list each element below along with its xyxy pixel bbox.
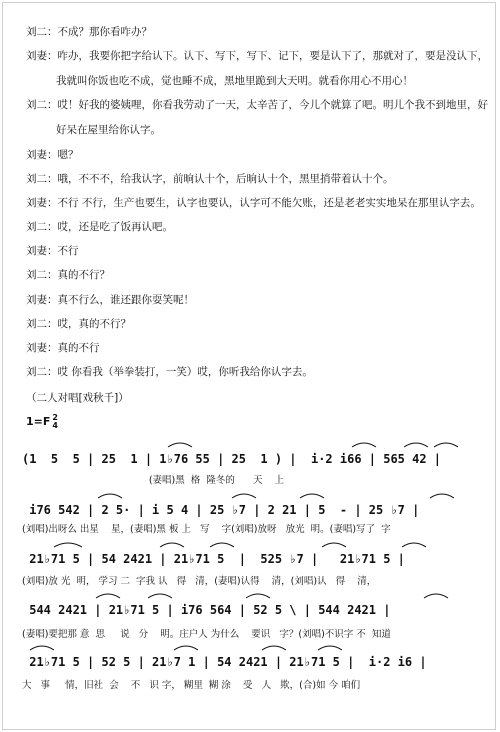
speaker-label: 刘二： [26, 366, 58, 378]
slur-arc [430, 494, 454, 498]
slur-arc [148, 594, 172, 598]
slur-arc [318, 646, 342, 650]
lyric-line: (刘唱)放 光 明， 学习 二 字我 认 得 清，(妻唱)认得 清，(刘唱)认 得 清， [22, 576, 377, 587]
slur-arc [322, 543, 346, 547]
lyric-line: (妻唱)黑 格 隆冬的 天 上 [22, 475, 285, 486]
lyric-line: (妻唱)要把那 意 思 说 分 明。庄户人 为什么 要识 字？(刘唱)不识字 不 知道 [22, 629, 391, 640]
speaker-label: 刘二： [26, 221, 58, 233]
dialogue-text: 哎 你看我（举拳装打，一笑）哎，你听我给你认字去。 [57, 366, 313, 378]
slur-arc [424, 594, 448, 598]
speaker-label: 刘二： [26, 318, 58, 330]
speaker-label: 刘妻： [26, 50, 58, 62]
notation-line: i76 542 | 2 5· | i 5 4 | 25 ♭7 | 2 21 | 5 - | 25 ♭7 | [22, 503, 420, 517]
speaker-label: 刘二： [26, 269, 58, 281]
time-numerator: 2 [52, 413, 58, 422]
speaker-label: 刘二： [26, 173, 58, 185]
dialogue-text: 不行 [57, 245, 79, 257]
slur-arc [174, 646, 198, 650]
slur-arc [30, 646, 54, 650]
slur-arc [96, 594, 120, 598]
dialogue-text: 哎！好我的婆姨哩，你看我劳动了一天，太辛苦了，今儿个就算了吧。明儿个我不到地里，好 [57, 99, 488, 111]
notation-line: 21♭71 5 | 52 5 | 21♭7 1 | 54 2421 | 21♭71 5 | i·2 i6 | [22, 655, 427, 669]
dialogue-text: 不行 不行，生产也要生，认字也要认，认字可不能欠账，还是老老实实地呆在那里认字去。 [57, 197, 481, 209]
dialogue-text: 哎，真的不行？ [57, 318, 131, 330]
slur-arc [168, 443, 192, 447]
dialogue-text: 哎，还是吃了饭再认吧。 [57, 221, 173, 233]
speaker-label: 刘妻： [26, 197, 58, 209]
speaker-label: 刘妻： [26, 294, 58, 306]
slur-arc [262, 646, 286, 650]
dialogue-text: 真的不行 [57, 342, 100, 354]
slur-arc [98, 494, 122, 498]
notation-line: 21♭71 5 | 54 2421 | 21♭71 5 | 525 ♭7 | 21♭71 5 | [22, 552, 405, 566]
key-prefix: 1=F [26, 415, 51, 428]
slur-arc [434, 443, 458, 447]
slur-arc [404, 443, 428, 447]
speaker-label: 刘二： [26, 26, 58, 38]
lyric-line: 大 事 情，旧社 会 不 识 字， 糊里 糊 涂 受 人 欺，(合)如 今 咱们 [22, 680, 361, 691]
speaker-label: 刘妻： [26, 149, 58, 161]
dialogue-text: 咋办，我要你把字给认下。认下、写下，写下、记下，要是认下了，那就对了，要是没认下， [57, 50, 488, 62]
dialogue-text: 真的不行？ [57, 269, 110, 281]
notation-line: (1 5 5 | 25 1 | 1♭76 55 | 25 1 ) | i·2 i66 | 565 42 | [22, 452, 442, 466]
slur-arc [210, 543, 234, 547]
lyric-line: (刘唱)出呀么 出星 星，(妻唱)黑 板 上 写 字(刘唱)放呀 放光 明。(妻唱)写了 字 [22, 524, 391, 535]
speaker-label: 刘二： [26, 99, 58, 111]
dialogue-text: 嗯？ [57, 149, 79, 161]
section-label: （二人对唱[戏秋千]） [26, 392, 129, 404]
slur-arc [232, 494, 256, 498]
slur-arc [54, 543, 82, 547]
speaker-label: 刘妻： [26, 245, 58, 257]
slur-arc [300, 494, 324, 498]
dialogue-text: 真不行么，谁还跟你耍笑呢！ [57, 294, 194, 306]
slur-arc [246, 594, 270, 598]
speaker-label: 刘妻： [26, 342, 58, 354]
dialogue-text: 哦，不不不，给我认字，前晌认十个，后晌认十个，黑里捎带着认十个。 [57, 173, 394, 185]
slur-arc [352, 443, 376, 447]
slur-arc [160, 543, 184, 547]
time-denominator: 4 [52, 421, 58, 430]
slur-arc [402, 543, 426, 547]
dialogue-text: 不成？那你看咋办？ [57, 26, 152, 38]
dialogue-continuation: 我就叫你饭也吃不成，觉也睡不成，黑地里跪到大天明。就看你用心不用心！ [56, 75, 413, 87]
dialogue-continuation: 好呆在屋里给你认字。 [56, 124, 161, 136]
notation-line: 544 2421 | 21♭71 5 | i76 564 | 52 5 \ | 544 2421 | [22, 603, 391, 617]
